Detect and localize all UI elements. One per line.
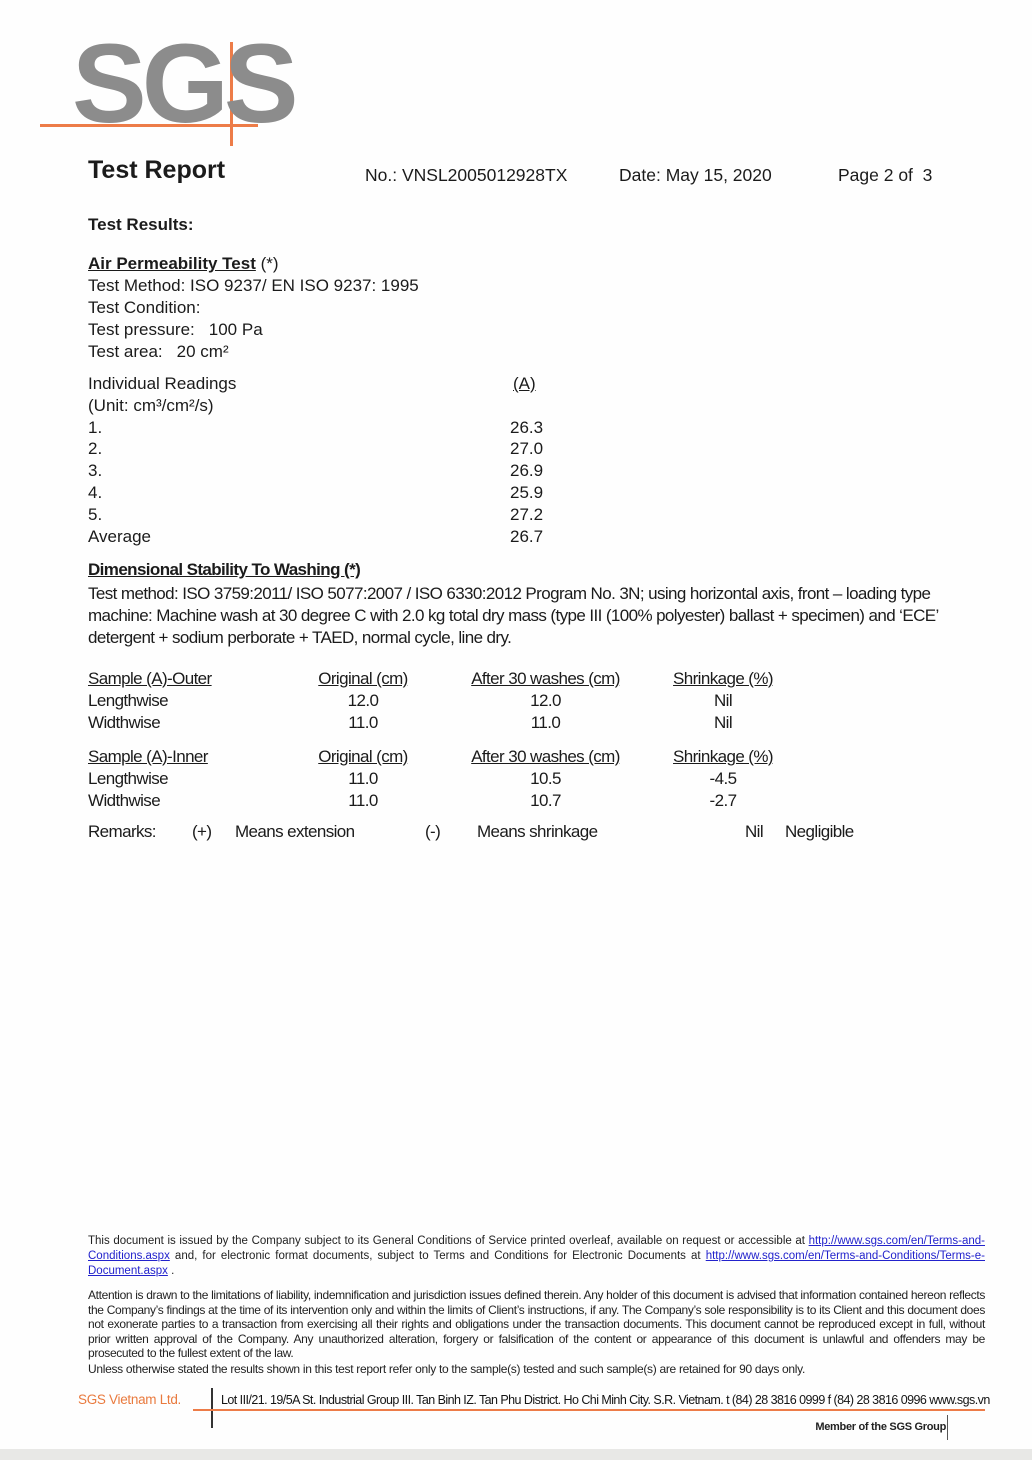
reading-value: 26.3 <box>510 417 544 437</box>
footer-divider-line <box>211 1388 213 1428</box>
wash-table-outer <box>88 668 793 734</box>
table-cell: -4.5 <box>709 768 737 788</box>
nil-label: Nil <box>745 822 764 841</box>
report-date: Date: May 15, 2020 <box>619 165 772 185</box>
reading-value: 26.7 <box>510 526 544 546</box>
air-test-method: Test Method: ISO 9237/ EN ISO 9237: 1995 <box>88 276 419 295</box>
column-header: Shrinkage (%) <box>673 747 773 766</box>
reading-label: 4. <box>88 482 103 502</box>
remarks-line <box>88 822 948 844</box>
readings-header-row <box>88 373 648 395</box>
reading-label: Average <box>88 526 152 546</box>
wash-table-inner <box>88 746 793 812</box>
member-tick-line <box>947 1415 948 1440</box>
table-row <box>88 417 648 439</box>
reading-label: 1. <box>88 417 103 437</box>
reading-value: 27.2 <box>510 504 544 524</box>
air-test-pressure-line <box>88 319 708 341</box>
column-header: After 30 washes (cm) <box>471 747 620 766</box>
pressure-label: Test pressure: <box>88 320 195 339</box>
page-bottom-edge <box>0 1449 1032 1460</box>
plus-meaning: Means extension <box>235 822 355 841</box>
reading-value: 26.9 <box>510 461 544 481</box>
air-test-area-line <box>88 341 708 363</box>
minus-sign: (-) <box>425 822 441 841</box>
table-row <box>88 438 648 460</box>
pressure-value: 100 Pa <box>208 320 263 339</box>
member-of-sgs-group: Member of the SGS Group <box>815 1421 946 1433</box>
nil-meaning: Negligible <box>785 822 854 841</box>
air-test-condition: Test Condition: <box>88 298 201 317</box>
table-cell: 12.0 <box>347 690 379 710</box>
reading-value: 27.0 <box>510 439 544 459</box>
individual-readings-table <box>88 373 648 547</box>
table-cell: 10.7 <box>530 790 561 810</box>
wash-test-title: Dimensional Stability To Washing (*) <box>88 560 361 579</box>
column-header: Shrinkage (%) <box>673 669 773 688</box>
column-header: Original (cm) <box>318 669 408 688</box>
page-title: Test Report <box>88 156 226 184</box>
table-cell: 11.0 <box>348 790 378 810</box>
reading-label: 2. <box>88 439 103 459</box>
remarks-label: Remarks: <box>88 822 156 841</box>
table-cell: 11.0 <box>348 768 378 788</box>
table-cell: Lengthwise <box>88 768 169 788</box>
column-header: Original (cm) <box>318 747 408 766</box>
report-number: No.: VNSL2005012928TX <box>365 165 568 185</box>
table-row <box>88 460 648 482</box>
table-cell: 10.5 <box>530 768 561 788</box>
reading-value: 25.9 <box>510 482 544 502</box>
wash-test-method: Test method: ISO 3759:2011/ ISO 5077:2007 / ISO 6330:2012 Program No. 3N; using horizontal axis, front – loading type machine: Machine wash at 30 degree C with 2.0 kg total dry mass (type III (100% polyester) ballast + specimen) and ‘ECE’ detergent + sodium perborate + TAED, normal cycle, line dry. <box>88 584 939 647</box>
dimensional-stability-section <box>88 559 988 649</box>
table-row <box>88 526 648 548</box>
table-row <box>88 482 648 504</box>
reading-label: 5. <box>88 504 103 524</box>
area-label: Test area: <box>88 342 163 361</box>
minus-meaning: Means shrinkage <box>477 822 598 841</box>
air-test-title-line <box>88 253 708 275</box>
disclaimer-liability: Attention is drawn to the limitations of liability, indemnification and jurisdiction issues defined therein. Any holder of this document is advised that information contained hereon reflects the Company’s findings at the time of its intervention only and within the limits of Client’s instructions, if any. The Company’s sole responsibility is to its Client and this document does not exonerate parties to a transaction from exercising all their rights and obligations under the transaction documents. This document cannot be reproduced except in full, without prior written approval of the Company. Any unauthorized alteration, forgery or falsification of the content or appearance of this document is unlawful and offenders may be prosecuted to the fullest extent of the law. <box>88 1288 985 1361</box>
plus-sign: (+) <box>192 822 212 841</box>
table-cell: 12.0 <box>530 690 561 710</box>
footer-orange-line <box>193 1409 985 1411</box>
readings-column-header: (A) <box>513 374 536 393</box>
page-indicator: Page 2 of 3 <box>838 165 933 185</box>
sgs-logo: SGS <box>72 21 294 146</box>
table-cell: Widthwise <box>88 790 161 810</box>
table-cell: -2.7 <box>709 790 737 810</box>
column-header: After 30 washes (cm) <box>471 669 620 688</box>
area-value: 20 cm² <box>176 342 229 361</box>
readings-unit-row <box>88 395 648 417</box>
air-permeability-section <box>88 253 708 363</box>
readings-label: Individual Readings <box>88 374 237 393</box>
air-test-title: Air Permeability Test <box>88 254 256 273</box>
table-row <box>88 504 648 526</box>
table-cell: 11.0 <box>348 712 378 732</box>
disclaimer-samples: Unless otherwise stated the results shown in this test report refer only to the sample(s) tested and such sample(s) are retained for 90 days only. <box>88 1362 806 1376</box>
reading-label: 3. <box>88 461 103 481</box>
test-results-heading: Test Results: <box>88 215 194 234</box>
disclaimer-conditions <box>88 1234 985 1280</box>
table-cell: Lengthwise <box>88 690 169 710</box>
disclaimer-text: . <box>167 1265 175 1278</box>
terms-e-document-link[interactable]: http://www.sgs.com/en/Terms-and-Conditions/Terms-e-Document.aspx <box>88 1250 985 1278</box>
column-header: Sample (A)-Inner <box>88 747 208 766</box>
company-name: SGS Vietnam Ltd. <box>78 1392 182 1407</box>
air-test-title-suffix: (*) <box>255 254 279 273</box>
disclaimer-text: This document is issued by the Company subject to its General Conditions of Service printed overleaf, available on request or accessible at <box>88 1235 809 1247</box>
company-address: Lot III/21. 19/5A St. Industrial Group III. Tan Binh IZ. Tan Phu District. Ho Chi Minh City. S.R. Vietnam. t (84) 28 3816 0999 f (84) 28 3816 0996 www.sgs.vn <box>221 1393 990 1407</box>
table-cell: Widthwise <box>88 712 161 732</box>
terms-link[interactable]: http://www.sgs.com/en/Terms-and-Conditions.aspx <box>88 1235 985 1263</box>
table-cell: Nil <box>713 690 733 710</box>
table-cell: Nil <box>713 712 733 732</box>
readings-unit: (Unit: cm³/cm²/s) <box>88 395 214 415</box>
column-header: Sample (A)-Outer <box>88 669 212 688</box>
table-cell: 11.0 <box>530 712 561 732</box>
disclaimer-text: and, for electronic format documents, subject to Terms and Conditions for Electronic Documents at <box>169 1250 706 1263</box>
